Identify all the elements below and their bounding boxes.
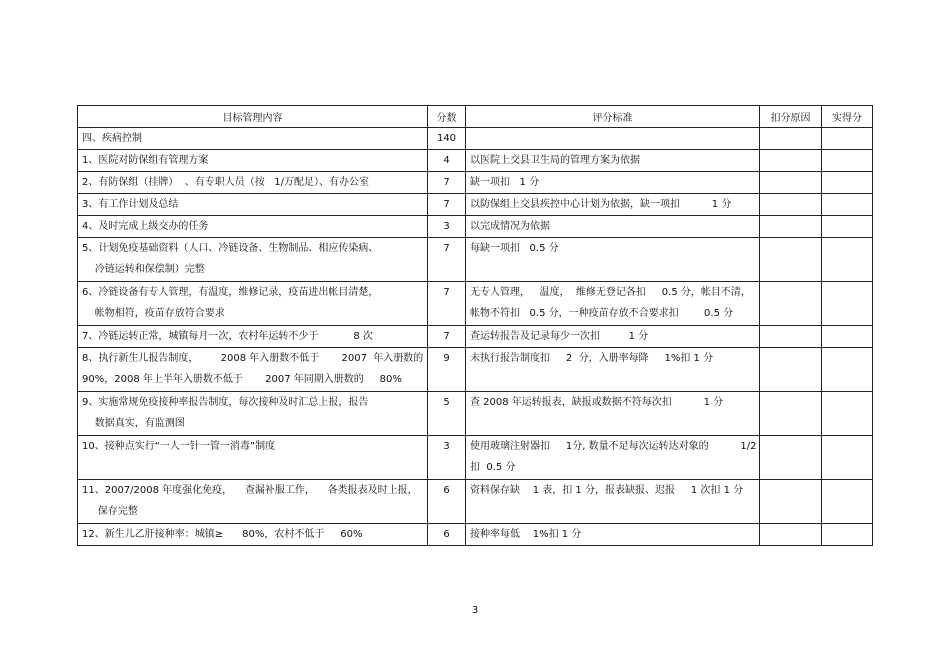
cell-standard <box>466 128 760 150</box>
cell-score: 9 <box>428 348 466 392</box>
cell-score: 6 <box>428 524 466 546</box>
cell-actual-score <box>822 216 873 238</box>
table-row <box>78 392 873 436</box>
cell-actual-score <box>822 392 873 436</box>
table-row <box>78 282 873 326</box>
cell-score: 7 <box>428 238 466 282</box>
cell-standard: 查运转报告及记录每少一次扣 1 分 <box>466 326 760 348</box>
cell-deduct-reason <box>760 392 822 436</box>
table-row <box>78 480 873 524</box>
cell-content: 8、执行新生儿报告制度， 2008 年入册数不低于 2007 年入册数的 90%，2008 年上半年入册数不低于 2007 年同期入册数的 80% <box>78 348 428 392</box>
cell-content: 3、有工作计划及总结 <box>78 194 428 216</box>
cell-score: 7 <box>428 282 466 326</box>
cell-deduct-reason <box>760 436 822 480</box>
table-row <box>78 348 873 392</box>
cell-standard: 资料保存缺 1 表，扣 1 分，报表缺报、迟报 1 次扣 1 分 <box>466 480 760 524</box>
cell-standard: 接种率每低 1%扣 1 分 <box>466 524 760 546</box>
table-header-row <box>78 106 873 128</box>
cell-actual-score <box>822 480 873 524</box>
cell-standard: 查 2008 年运转报表，缺报或数据不符每次扣 1 分 <box>466 392 760 436</box>
cell-content: 9、实施常规免疫接种率报告制度，每次接种及时汇总上报，报告 数据真实，有监测图 <box>78 392 428 436</box>
cell-standard: 无专人管理， 温度， 维修无登记各扣 0.5 分，帐目不清， 帐物不符扣 0.5 分，一种疫苗存放不合要求扣 0.5 分 <box>466 282 760 326</box>
cell-actual-score <box>822 436 873 480</box>
table-row <box>78 172 873 194</box>
header-score: 分数 <box>428 106 466 128</box>
cell-actual-score <box>822 172 873 194</box>
cell-standard: 未执行报告制度扣 2 分，入册率每降 1%扣 1 分 <box>466 348 760 392</box>
table-row <box>78 238 873 282</box>
cell-standard: 每缺一项扣 0.5 分 <box>466 238 760 282</box>
cell-standard: 以防保组上交县疾控中心计划为依据，缺一项扣 1 分 <box>466 194 760 216</box>
cell-standard: 使用玻璃注射器扣 1分, 数量不足每次运转达对象的 1/2 扣 0.5 分 <box>466 436 760 480</box>
cell-deduct-reason <box>760 524 822 546</box>
cell-content: 1、医院对防保组有管理方案 <box>78 150 428 172</box>
cell-content: 2、有防保组（挂牌） 、有专职人员（按 1/万配足）、有办公室 <box>78 172 428 194</box>
cell-deduct-reason <box>760 216 822 238</box>
cell-score: 7 <box>428 326 466 348</box>
cell-deduct-reason <box>760 480 822 524</box>
cell-deduct-reason <box>760 172 822 194</box>
cell-content: 6、冷链设备有专人管理，有温度，维修记录，疫苗进出帐目清楚， 帐物相符，疫苗存放符合要求 <box>78 282 428 326</box>
cell-content: 5、计划免疫基础资料（人口、冷链设备、生物制品、相应传染病、 冷链运转和保偿制）完整 <box>78 238 428 282</box>
cell-score: 4 <box>428 150 466 172</box>
header-standard: 评分标准 <box>466 106 760 128</box>
cell-content: 10、接种点实行“一人一针一管一消毒”制度 <box>78 436 428 480</box>
page-number: 3 <box>471 605 479 616</box>
cell-score: 6 <box>428 480 466 524</box>
cell-content: 7、冷链运转正常，城镇每月一次，农村年运转不少于 8 次 <box>78 326 428 348</box>
cell-actual-score <box>822 326 873 348</box>
cell-actual-score <box>822 194 873 216</box>
header-content: 目标管理内容 <box>78 106 428 128</box>
table-row <box>78 326 873 348</box>
scoring-table <box>77 105 873 546</box>
cell-content: 4、及时完成上级交办的任务 <box>78 216 428 238</box>
table-row <box>78 216 873 238</box>
table-row <box>78 524 873 546</box>
cell-actual-score <box>822 524 873 546</box>
cell-score: 5 <box>428 392 466 436</box>
cell-actual-score <box>822 238 873 282</box>
cell-deduct-reason <box>760 128 822 150</box>
cell-standard: 缺一项扣 1 分 <box>466 172 760 194</box>
cell-content: 四、疾病控制 <box>78 128 428 150</box>
cell-score: 7 <box>428 194 466 216</box>
cell-content: 12、新生儿乙肝接种率：城镇≥ 80%，农村不低于 60% <box>78 524 428 546</box>
cell-actual-score <box>822 348 873 392</box>
cell-deduct-reason <box>760 238 822 282</box>
cell-standard: 以医院上交县卫生局的管理方案为依据 <box>466 150 760 172</box>
cell-deduct-reason <box>760 194 822 216</box>
cell-score: 140 <box>428 128 466 150</box>
table-row <box>78 128 873 150</box>
cell-actual-score <box>822 282 873 326</box>
table-row <box>78 150 873 172</box>
table-row <box>78 194 873 216</box>
cell-actual-score <box>822 150 873 172</box>
cell-deduct-reason <box>760 348 822 392</box>
cell-score: 3 <box>428 436 466 480</box>
header-actual-score: 实得分 <box>822 106 873 128</box>
cell-content: 11、2007/2008 年度强化免疫， 查漏补服工作， 各类报表及时上报， 保存完整 <box>78 480 428 524</box>
cell-score: 3 <box>428 216 466 238</box>
cell-deduct-reason <box>760 282 822 326</box>
cell-deduct-reason <box>760 326 822 348</box>
cell-actual-score <box>822 128 873 150</box>
cell-deduct-reason <box>760 150 822 172</box>
cell-score: 7 <box>428 172 466 194</box>
cell-standard: 以完成情况为依据 <box>466 216 760 238</box>
table-row <box>78 436 873 480</box>
header-deduct-reason: 扣分原因 <box>760 106 822 128</box>
